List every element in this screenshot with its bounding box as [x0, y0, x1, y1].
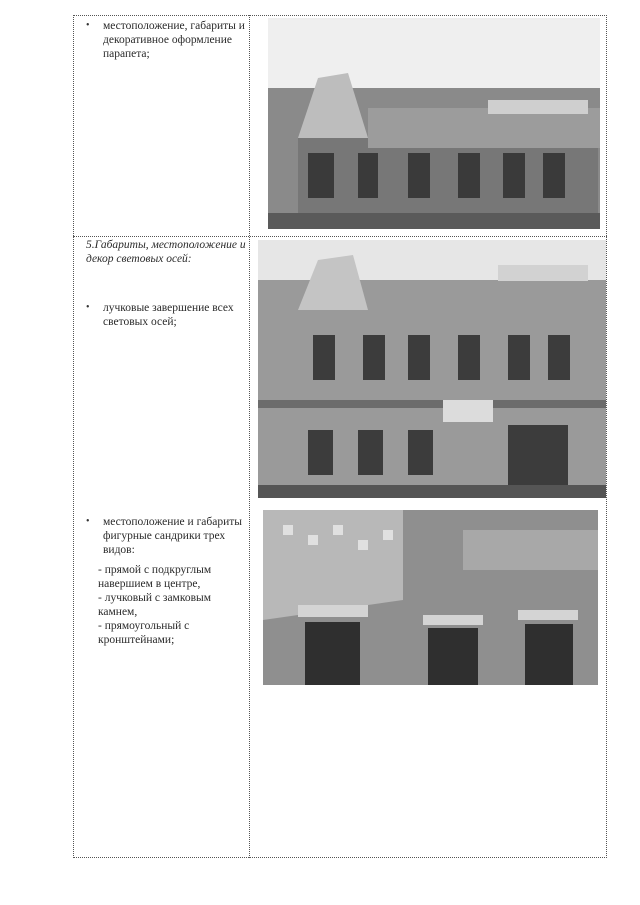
section-heading: 5.Габариты, местоположение и декор световых осей: [86, 239, 246, 265]
parapet-text: местоположение, габариты и декоративное оформление парапета; [103, 20, 245, 60]
bullet-2: • [86, 302, 90, 313]
table-border-left [73, 15, 74, 858]
bullet-3: • [86, 516, 90, 527]
table-border-bottom [73, 857, 607, 858]
photo-sandriks [263, 510, 598, 685]
window-sandriks-image [263, 510, 598, 685]
building-facade-image [258, 240, 606, 498]
photo-parapet [268, 18, 600, 229]
sandrik-type-1: - прямой с подкруглым навершием в центре, [98, 564, 212, 590]
table-border-top [73, 15, 607, 16]
sandrik-type-2: - лучковый с замковым камнем, [98, 592, 212, 618]
row-divider-1 [73, 236, 607, 237]
table-border-right [606, 15, 607, 858]
building-parapet-image [268, 18, 600, 229]
photo-facade [258, 240, 606, 498]
sandriks-text: местоположение и габариты фигурные сандрики трех видов: [103, 516, 242, 556]
bullet-1: • [86, 20, 90, 31]
arched-endings-text: лучковые завершение всех световых осей; [103, 302, 234, 328]
column-divider [249, 15, 250, 858]
sandrik-type-3: - прямоугольный с кронштейнами; [98, 620, 190, 646]
